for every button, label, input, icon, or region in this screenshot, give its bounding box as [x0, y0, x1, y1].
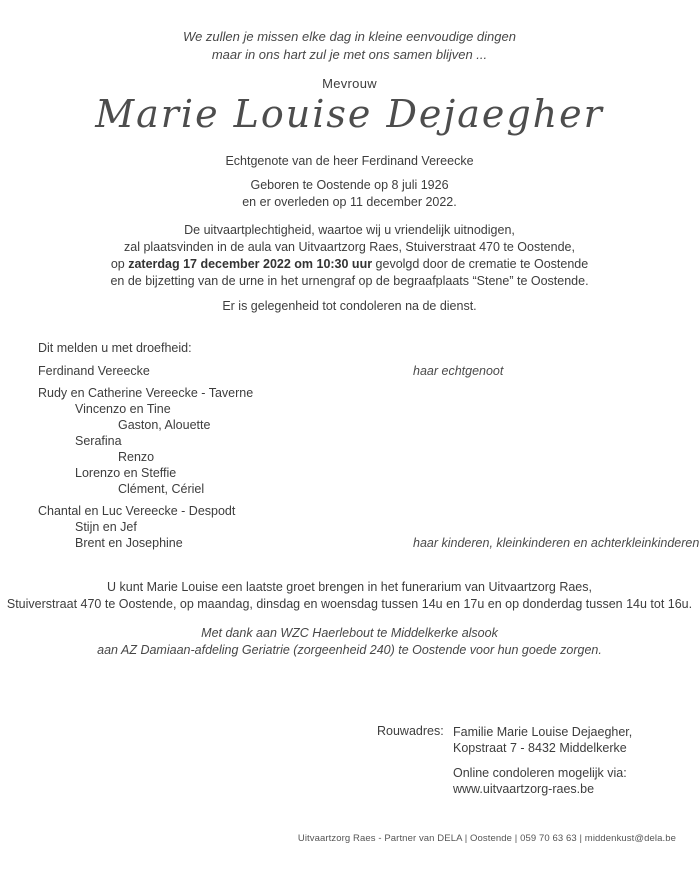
family-member-row	[38, 385, 676, 401]
life-dates	[0, 177, 699, 211]
family-member-name: Stijn en Jef	[75, 520, 137, 534]
opening-quote	[0, 28, 699, 64]
family-member-name: Renzo	[118, 450, 155, 464]
family-member-row	[38, 449, 676, 465]
family-member-name: Lorenzo en Steffie	[75, 466, 177, 480]
family-member-name: Vincenzo en Tine	[75, 402, 171, 416]
opening-quote-line1: We zullen je missen elke dag in kleine eenvoudige dingen	[183, 29, 516, 44]
family-member-name: Chantal en Luc Vereecke - Despodt	[38, 504, 236, 518]
born-line: Geboren te Oostende op 8 juli 1926	[250, 178, 449, 192]
thanks-line1: Met dank aan WZC Haerlebout te Middelkerke alsook	[201, 626, 498, 640]
ceremony-line2: zal plaatsvinden in de aula van Uitvaartzorg Raes, Stuiverstraat 470 te Oostende,	[124, 240, 575, 254]
opening-quote-line2: maar in ons hart zul je met ons samen blijven ...	[211, 47, 488, 62]
mourning-address-line2: Kopstraat 7 - 8432 Middelkerke	[453, 741, 627, 755]
relation-label: haar kinderen, kleinkinderen en achterkleinkinderen	[413, 536, 699, 550]
died-line: en er overleden op 11 december 2022.	[242, 195, 457, 209]
family-list	[38, 363, 699, 551]
mourning-address-line1: Familie Marie Louise Dejaegher,	[453, 725, 633, 739]
visitation-line1: U kunt Marie Louise een laatste groet brengen in het funerarium van Uitvaartzorg Raes,	[107, 580, 592, 594]
family-member-row	[38, 363, 676, 379]
family-member-name: Rudy en Catherine Vereecke - Taverne	[38, 386, 254, 400]
online-condolence-line: Online condoleren mogelijk via:	[453, 766, 627, 780]
family-member-name: Ferdinand Vereecke	[38, 364, 150, 378]
visitation-paragraph	[0, 579, 699, 613]
family-member-row	[38, 519, 676, 535]
visitation-line2: Stuiverstraat 470 te Oostende, op maandag, dinsdag en woensdag tussen 14u en 17u en op donderdag tussen 14u tot 16u.	[6, 597, 693, 611]
ceremony-line4: en de bijzetting van de urne in het urnengraf op de begraafplaats “Stene” te Oostende.	[110, 274, 589, 288]
family-member-name: Gaston, Alouette	[118, 418, 211, 432]
ceremony-line1: De uitvaartplechtigheid, waartoe wij u vriendelijk uitnodigen,	[184, 223, 515, 237]
family-member-name: Serafina	[75, 434, 122, 448]
mourning-address-label: Rouwadres:	[377, 724, 444, 738]
funeral-home-footer: Uitvaartzorg Raes - Partner van DELA | Oostende | 059 70 63 63 | middenkust@dela.be	[297, 833, 676, 844]
family-member-row	[38, 417, 676, 433]
ceremony-paragraph	[0, 222, 699, 290]
family-member-row	[38, 535, 699, 551]
spouse-line: Echtgenote van de heer Ferdinand Vereecke	[225, 154, 474, 168]
family-member-row	[38, 401, 676, 417]
family-member-row	[38, 465, 676, 481]
thanks-paragraph	[0, 625, 699, 659]
ceremony-line3-prefix: op	[110, 257, 129, 271]
ceremony-line3	[0, 256, 699, 273]
salutation: Mevrouw	[322, 76, 377, 91]
relation-label: haar echtgenoot	[413, 364, 504, 378]
family-member-row	[38, 481, 676, 497]
condolence-website: www.uitvaartzorg-raes.be	[453, 782, 595, 796]
family-member-row	[38, 503, 676, 519]
ceremony-datetime: zaterdag 17 december 2022 om 10:30 uur	[128, 257, 373, 271]
mourning-address-block	[377, 724, 632, 797]
ceremony-line3-suffix: gevolgd door de crematie te Oostende	[372, 257, 589, 271]
family-member-name: Clément, Cériel	[118, 482, 205, 496]
condolence-line: Er is gelegenheid tot condoleren na de dienst.	[222, 299, 477, 313]
family-section	[38, 340, 699, 551]
deceased-name: Marie Louise Dejaegher	[95, 92, 604, 136]
family-intro: Dit melden u met droefheid:	[38, 341, 192, 355]
family-member-name: Brent en Josephine	[75, 536, 183, 550]
mourning-address-value	[453, 724, 632, 797]
thanks-line2: aan AZ Damiaan-afdeling Geriatrie (zorgeenheid 240) te Oostende voor hun goede zorgen.	[97, 643, 602, 657]
online-condolence-block	[453, 765, 632, 797]
family-member-row	[38, 433, 676, 449]
